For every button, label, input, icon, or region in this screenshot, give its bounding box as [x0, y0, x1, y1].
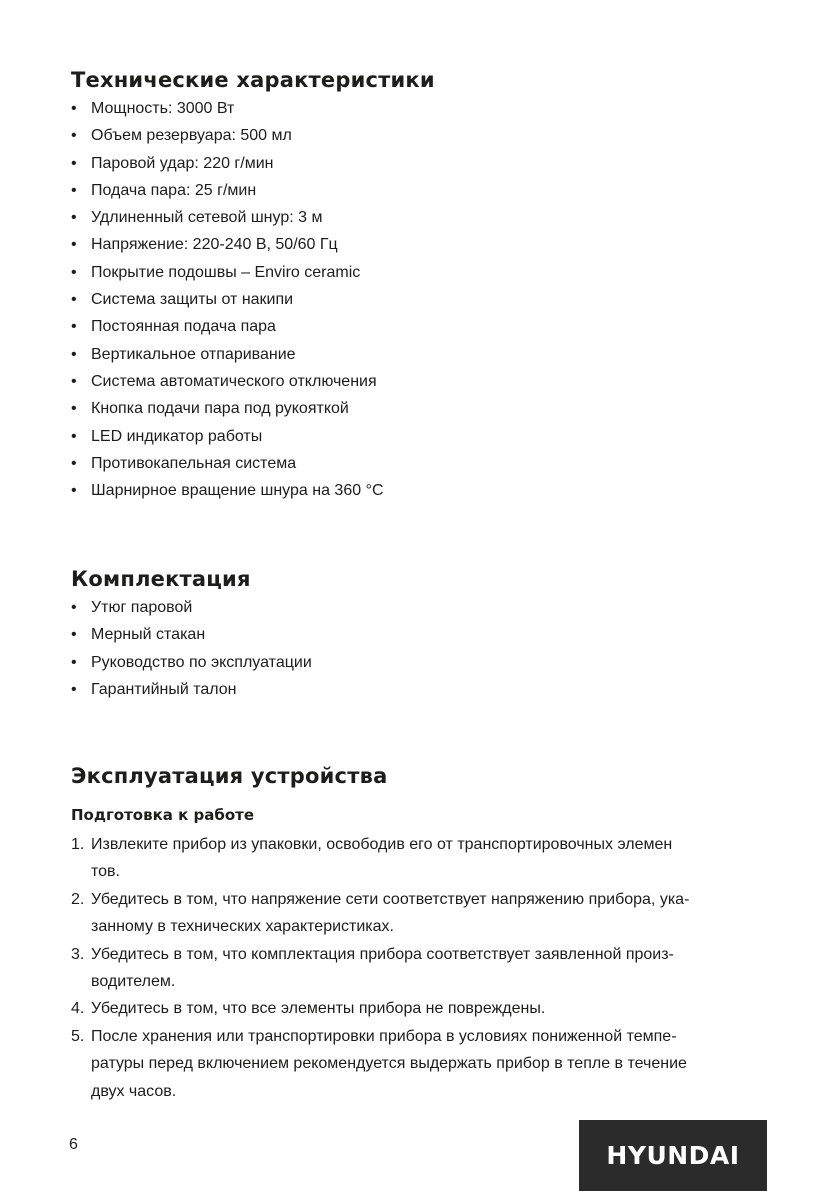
- step-text: водителем.: [91, 973, 176, 991]
- package-heading: Комплектация: [71, 567, 251, 591]
- bullet-icon: •: [71, 181, 77, 199]
- step-number: 1.: [71, 836, 85, 853]
- list-item: • Система автоматического отключения: [71, 372, 377, 390]
- step-text: занному в технических характеристиках.: [91, 918, 394, 936]
- bullet-icon: •: [71, 345, 77, 363]
- bullet-icon: •: [71, 127, 77, 145]
- bullet-icon: •: [71, 653, 77, 671]
- step-text: Убедитесь в том, что комплектация прибора соответствует заявленной произ-: [91, 945, 674, 963]
- bullet-icon: •: [71, 372, 77, 390]
- bullet-icon: •: [71, 318, 77, 336]
- brand-logo-text: HYUNDAI: [606, 1141, 740, 1170]
- bullet-icon: •: [71, 482, 77, 500]
- list-item: • Руководство по эксплуатации: [71, 653, 312, 671]
- step-text: тов.: [91, 863, 120, 881]
- list-item: • Вертикальное отпаривание: [71, 345, 296, 363]
- list-item: • LED индикатор работы: [71, 427, 263, 445]
- bullet-icon: •: [71, 263, 77, 281]
- bullet-icon: •: [71, 209, 77, 227]
- list-item: • Утюг паровой: [71, 599, 193, 616]
- list-item: • Кнопка подачи пара под рукояткой: [71, 400, 349, 418]
- list-item: • Шарнирное вращение шнура на 360 °С: [71, 482, 384, 500]
- bullet-icon: •: [71, 427, 77, 445]
- list-item: • Гарантийный талон: [71, 680, 237, 698]
- preparation-steps: [71, 831, 771, 1105]
- step-item: [71, 1023, 771, 1105]
- bullet-icon: •: [71, 400, 77, 418]
- list-item: • Постоянная подача пара: [71, 318, 276, 336]
- list-item: • Напряжение: 220-240 В, 50/60 Гц: [71, 236, 338, 254]
- bullet-icon: •: [71, 100, 77, 117]
- step-item: [71, 831, 771, 886]
- bullet-icon: •: [71, 626, 77, 644]
- step-text: Убедитесь в том, что все элементы прибора не повреждены.: [91, 1000, 546, 1018]
- list-item: • Объем резервуара: 500 мл: [71, 127, 292, 145]
- step-item: [71, 995, 771, 1022]
- list-item: • Противокапельная система: [71, 454, 297, 472]
- brand-logo: [579, 1120, 767, 1191]
- operation-heading: Эксплуатация устройства: [71, 764, 388, 788]
- list-item: • Покрытие подошвы – Enviro ceramic: [71, 263, 361, 281]
- list-item: • Паровой удар: 220 г/мин: [71, 154, 274, 172]
- step-text: Извлеките прибор из упаковки, освободив его от транспортировочных элемен: [91, 836, 673, 853]
- step-number: 3.: [71, 945, 85, 963]
- step-number: 4.: [71, 1000, 85, 1018]
- page-number: 6: [69, 1136, 78, 1153]
- step-text: двух часов.: [91, 1082, 177, 1100]
- bullet-icon: •: [71, 291, 77, 309]
- bullet-icon: •: [71, 599, 77, 616]
- step-item: [71, 941, 771, 996]
- package-list: [71, 598, 312, 707]
- list-item: • Мерный стакан: [71, 626, 206, 644]
- bullet-icon: •: [71, 236, 77, 254]
- specs-list: [71, 99, 384, 508]
- list-item: • Мощность: 3000 Вт: [71, 100, 235, 117]
- step-number: 2.: [71, 890, 85, 908]
- preparation-subheading: Подготовка к работе: [71, 806, 255, 824]
- list-item: • Подача пара: 25 г/мин: [71, 181, 257, 199]
- step-text: Убедитесь в том, что напряжение сети соответствует напряжению прибора, ука-: [91, 890, 690, 908]
- list-item: • Удлиненный сетевой шнур: 3 м: [71, 209, 323, 227]
- bullet-icon: •: [71, 454, 77, 472]
- step-text: ратуры перед включением рекомендуется выдержать прибор в тепле в течение: [91, 1055, 687, 1073]
- bullet-icon: •: [71, 154, 77, 172]
- specs-heading: Технические характеристики: [71, 68, 435, 92]
- bullet-icon: •: [71, 680, 77, 698]
- step-text: После хранения или транспортировки прибора в условиях пониженной темпе-: [91, 1027, 677, 1045]
- list-item: • Система защиты от накипи: [71, 291, 294, 309]
- step-number: 5.: [71, 1027, 85, 1045]
- step-item: [71, 886, 771, 941]
